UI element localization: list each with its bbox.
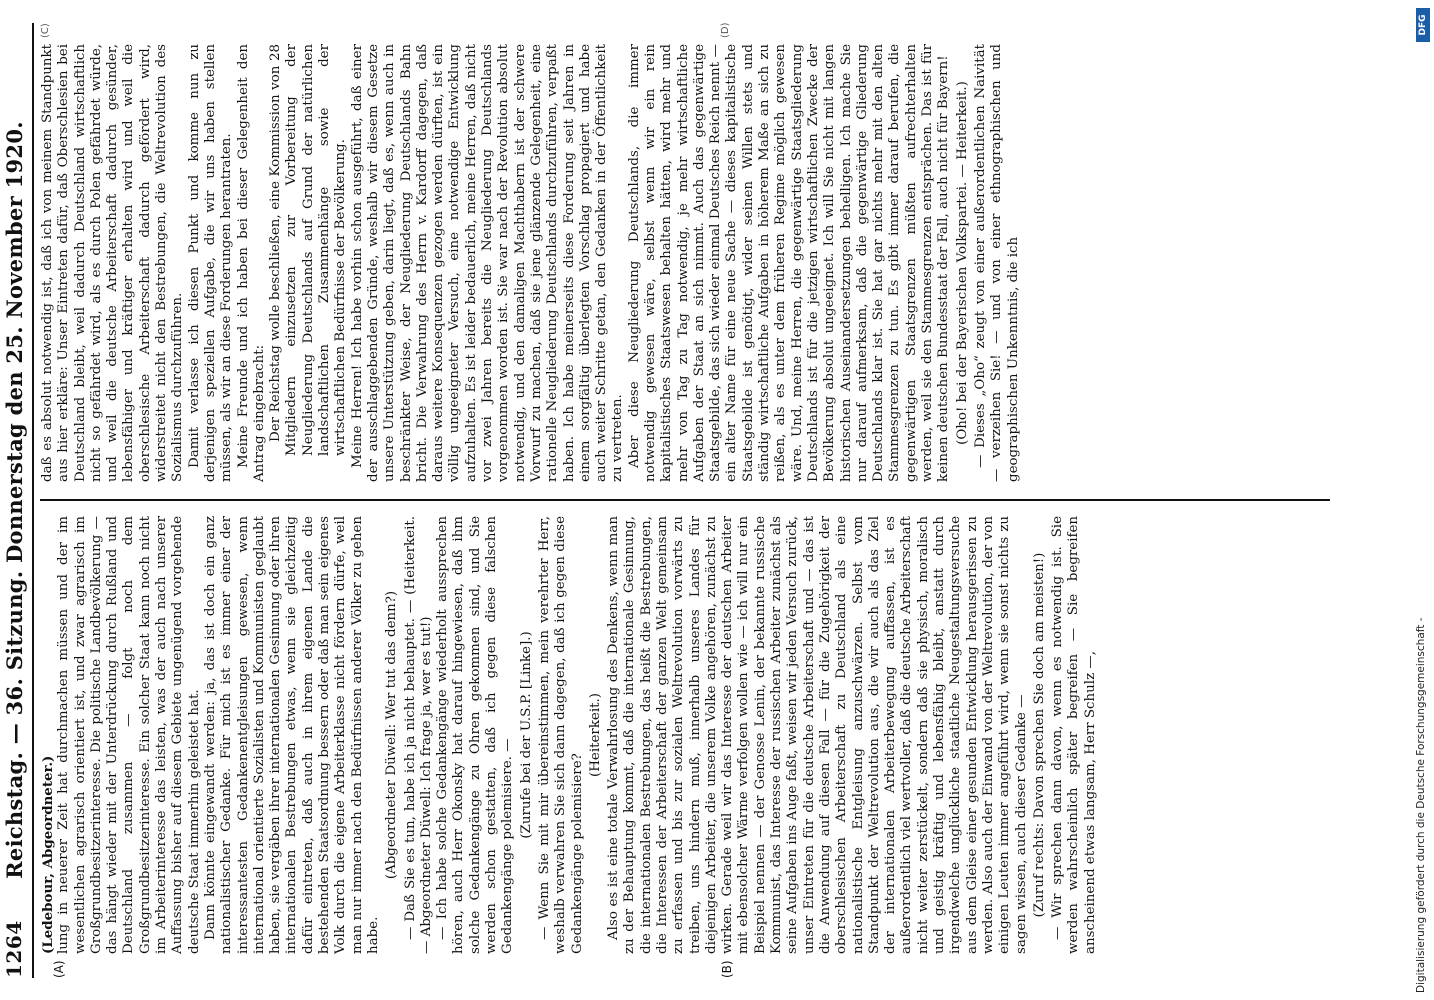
interjection: (Oho! bei der Bayerischen Volkspartei. — Heiterkeit.)	[954, 81, 970, 445]
margin-marker-c: (C)	[40, 23, 51, 38]
session-title: Reichstag. — 36. Sitzung. Donnerstag den 25. November 1920.	[2, 121, 27, 879]
right-column	[40, 44, 1330, 482]
paragraph: Meine Herren! Ich habe vorhin schon ausgeführt, daß einer der ausschlaggebenden Gründe, weshalb wir diesem Gesetze unsere Unterstützung geben, darin liegt, daß es, wenn auch in beschränkter Weise, der Neugliederung Deutschlands Bahn bricht. Die Verwahrung des Herrn v. Kardorff dagegen, daß daraus weitere Konsequenzen gezogen werden dürften, ist ein völlig ungeeigneter Versuch, eine notwendige Entwicklung aufzuhalten. Es ist leider bedauerlich, meine Herren, daß nicht vor zwei Jahren bereits die Neugliederung Deutschlands vorgenommen worden ist. Sie war nach der Revolution absolut notwendig, und den damaligen Machthabern ist der schwere Vorwurf zu machen, daß sie jene glänzende Gelegenheit, eine rationelle Neugliederung Deutschlands durchzuführen, verpaßt haben. Ich habe meinerseits diese Forderung seit Jahren in einem sorgfältig überlegten Vorschlag propagiert und habe auch weiter Schritte getan, den Gedanken in der Öffentlichkeit zu vertreten.	[349, 44, 626, 482]
dfg-badge-label: DFG	[1418, 14, 1428, 36]
column-divider	[40, 499, 1330, 501]
margin-marker-b: (B)	[720, 960, 734, 978]
digitization-credit	[1406, 8, 1432, 993]
speaker-label: (Ledebour, Abgeordneter.)	[40, 755, 56, 954]
paragraph: Damit verlasse ich diesen Punkt und komme nun zu derjenigen speziellen Aufgabe, die wir uns haben stellen müssen, als wir an diese Forderungen herantraten.	[186, 44, 235, 482]
paragraph: Meine Freunde und ich haben bei dieser Gelegenheit den Antrag eingebracht:	[235, 44, 267, 482]
paragraph: — Wir sprechen dann davon, wenn es notwendig ist. Sie werden wahrscheinlich später begreifen — Sie begreifen anscheinend etwas langsam, Herr Schulz —,	[1050, 516, 1098, 954]
paragraph: — Wenn Sie mit mir übereinstimmen, mein verehrter Herr, weshalb verwahren Sie sich dann dagegen, daß ich gegen diese Gedankengänge polemisiere?	[536, 516, 585, 954]
interjection: (Zurufe bei der U.S.P. [Linke].)	[518, 631, 534, 839]
motion-text: Der Reichstag wolle beschließen, eine Kommission von 28 Mitgliedern einzusetzen zur Vorbereitung der Neugliederung Deutschlands auf Grund der natürlichen landschaftlichen Zusammenhänge sowie der wirtschaftlichen Bedürfnisse der Bevölkerung.	[268, 44, 349, 456]
credit-text: Digitalisierung gefördert durch die Deutsche Forschungsgemeinschaft -	[1415, 617, 1427, 993]
left-column	[40, 516, 1330, 954]
paragraph: Dann könnte eingewandt werden: ja, das ist doch ein ganz nationalistischer Gedanke. Für mich ist es immer einer der interessantesten Gedankenentgleisungen gewesen, wenn international orientierte Sozialisten und Kommunisten geglaubt haben, sie vergäben ihrer internationalen Gesinnung oder ihren internationalen Bestrebungen etwas, wenn sie gleichzeitig dafür eintreten, daß auch in ihrem eigenen Lande die bestehenden Staatsordnung bessern oder daß man sein eigenes Volk durch die eigene Arbeiterklasse nicht fördern dürfe, weil man nur immer nach den Bedürfnissen anderer Völker zu gehen habe.	[202, 516, 381, 954]
paragraph: — Ich habe solche Gedankengänge wiederholt aussprechen hören, auch Herr Okonsky hat darauf hingewiesen, daß ihm solche Gedankengänge zu Ohren gekommen sind, und Sie werden schon gestatten, daß ich gegen diese falschen Gedankengänge polemisiere. —	[435, 516, 516, 954]
interjection: (Heiterkeit.)	[587, 693, 603, 777]
paragraph: Aber diese Neugliederung Deutschlands, die immer notwendig gewesen wäre, selbst wenn wir ein rein kapitalistisches Staatswesen behalten hätten, wird mehr und mehr von Tag zu Tag notwendig, je mehr wirtschaftliche Aufgaben der Staat an sich nimmt. Auch das gegenwärtige Staatsgebilde, das sich wieder einmal Deutsches Reich nennt — ein alter Name für eine neue Sache — dieses kapitalistische Staatsgebilde ist genötigt, wider seinen Willen stets und ständig wirtschaftliche Aufgaben in höherem Maße an sich zu reißen, als es unter dem früheren Regime möglich gewesen wäre. Und, meine Herren, die gegenwärtige Staatsgliederung Deutschlands ist für die jetzigen wirtschaftlichen Zwecke der Bevölkerung absolut ungeeignet. Ich will Sie nicht mit langen historischen Auseinandersetzungen behelligen. Ich mache Sie nur darauf aufmerksam, daß die gegenwärtige Gliederung Deutschlands klar ist. Sie hat gar nichts mehr mit den alten Stammesgrenzen zu tun. Es gibt immer darauf berufen, die gegenwärtigen Staatsgrenzen müßten aufrechterhalten werden, weil sie den Stammesgrenzen entsprächen. Das ist für keinen deutschen Bundesstaat der Fall, auch nicht für Bayern!	[626, 44, 952, 482]
paragraph: — Daß Sie es tun, habe ich ja nicht behauptet. — (Heiterkeit. — Abgeordneter Düwell: Ich frage ja, wer es tut!)	[402, 516, 434, 954]
paragraph: — Dieses „Oho“ zeugt von einer außerordentlichen Naivität — verzeihen Sie! — und von einer ethnographischen und geographischen Unkenntnis, die ich	[972, 44, 1021, 482]
interjection: (Zuruf rechts: Davon sprechen Sie doch am meisten!)	[1031, 552, 1047, 918]
paragraph: daß es absolut notwendig ist, daß ich von meinem Standpunkt aus hier erkläre: Unser Eintreten dafür, daß Oberschlesien bei Deutschland bleibt, weil dadurch Deutschland wirtschaftlich nicht so gefährdet wird, als es durch Polen gefährdet würde, und weil die deutsche Arbeiterschaft dadurch gesünder, lebensfähiger und kräftiger erhalten wird und weil die oberschlesische Arbeiterschaft dadurch gefördert wird, widerstreitet nicht den Bestrebungen, die Weltrevolution des Sozialismus durchzuführen.	[40, 44, 186, 482]
dfg-logo	[1416, 8, 1430, 42]
paragraph: Also es ist eine totale Verwahrlosung des Denkens, wenn man zu der Behauptung kommt, daß die internationale Gesinnung, die internationalen Bestrebungen, das heißt die Bestrebungen, die Interessen der Arbeiterschaft der ganzen Welt gemeinsam zu erfassen und bis zur sozialen Weltrevolution vorwärts zu treiben, uns hindern muß, innerhalb unseres Landes für diejenigen Arbeiter, die unserem Volke angehören, zunächst zu wirken. Gerade weil wir das Interesse der deutschen Arbeiter mit ebensolcher Wärme verfolgen wollen wie — ich will nur ein Beispiel nennen — der Genosse Lenin, der bekannte russische Kommunist, das Interesse der russischen Arbeiter zunächst als seine Aufgaben ins Auge faßt, weisen wir jeden Versuch zurück, unser Eintreten für die deutsche Arbeiterschaft und — das ist die Anwendung auf diesen Fall — für die Zugehörigkeit der oberschlesischen Arbeiterschaft zu Deutschland als eine nationalistische Entgleisung anzuschwärzen. Selbst vom Standpunkt der Weltrevolution aus, die wir auch als das Ziel der internationalen Arbeiterbewegung auffassen, ist es außerordentlich viel wertvoller, daß die deutsche Arbeiterschaft nicht weiter zerstückelt, sondern daß sie physisch, moralisch und geistig kräftig und lebensfähig bleibt, anstatt durch irgendwelche unglückliche staatliche Neugestaltungsversuche aus dem Gleise einer gesunden Entwicklung herausgerissen zu werden. Also auch der Einwand von der Weltrevolution, der von einigen Leuten immer angeführt wird, wenn sie sonst nichts zu sagen wissen, auch dieser Gedanke —	[606, 516, 1029, 954]
page-number: 1264	[2, 920, 26, 978]
page-header	[0, 0, 30, 1000]
paragraph: lung in neuerer Zeit hat durchmachen müssen und der im wesentlichen agrarisch orientiert ist, und zwar agrarisch im Großgrundbesitzerinteresse. Die politische Landbevölkerung — das hängt wieder mit der Unterdrückung durch Rußland und Deutschland zusammen — folgt noch dem Großgrundbesitzerinteresse. Ein solcher Staat kann noch nicht im Arbeiterinteresse das leisten, was der auch nach unserer Auffassung bisher auf diesem Gebiete ungenügend vorgehende deutsche Staat immerhin geleistet hat.	[56, 516, 202, 954]
interjection: (Abgeordneter Düwell: Wer tut das denn?)	[384, 590, 400, 880]
header-rule	[32, 23, 34, 978]
margin-marker-d: (D)	[720, 22, 731, 38]
margin-marker-a: (A)	[52, 960, 66, 978]
